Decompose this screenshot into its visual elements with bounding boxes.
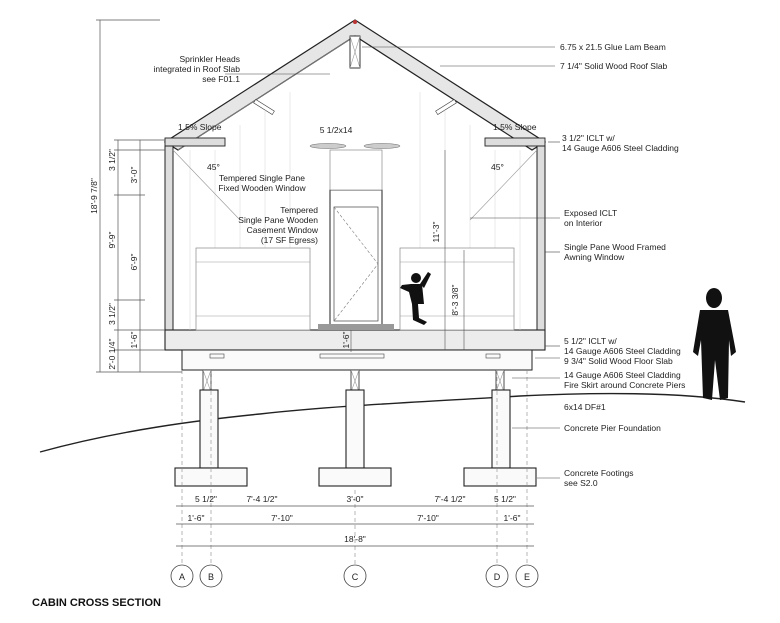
dim-b1-2: 3'-0": [346, 494, 364, 504]
dim-8-3-3-8: 8'-3 3/8": [450, 284, 460, 316]
casement-window-label-4: (17 SF Egress): [260, 235, 318, 245]
callout-exposed-iclt-1: Exposed ICLT: [564, 208, 618, 218]
dim-6-9: 6'-9": [129, 253, 139, 271]
dim-b2-0: 1'-6": [187, 513, 205, 523]
floor-slab: [165, 330, 545, 350]
callout-exposed-iclt-2: on Interior: [564, 218, 603, 228]
callout-footings-2: see S2.0: [564, 478, 598, 488]
dim-3-0: 3'-0": [129, 166, 139, 184]
man-silhouette: [693, 288, 736, 400]
casement-window-label-2: Single Pane Wooden: [238, 215, 318, 225]
callout-iclt-roof-1: 3 1/2" ICLT w/: [562, 133, 615, 143]
dim-11-3: 11'-3": [431, 221, 441, 243]
grid-label-d: D: [493, 572, 501, 582]
callout-roof-slab: 7 1/4" Solid Wood Roof Slab: [560, 61, 668, 71]
slope-right: 1.5% Slope: [493, 122, 537, 132]
angle-right: 45°: [491, 162, 504, 172]
dim-b1-4: 5 1/2": [494, 494, 516, 504]
dim-b3-0: 18'-8": [344, 534, 366, 544]
callout-pier-foundation: Concrete Pier Foundation: [564, 423, 661, 433]
dim-b1-0: 5 1/2": [195, 494, 217, 504]
dim-b1-1: 7'-4 1/2": [246, 494, 278, 504]
slope-left: 1.5% Slope: [178, 122, 222, 132]
callout-footings-1: Concrete Footings: [564, 468, 634, 478]
casement-window-label-3: Casement Window: [246, 225, 318, 235]
pier-center: [346, 390, 364, 468]
foundation: [175, 370, 536, 486]
sprinkler-label-3: see F01.1: [202, 74, 240, 84]
callout-iclt-wall-1: 5 1/2" ICLT w/: [564, 336, 617, 346]
callout-awning-window-2: Awning Window: [564, 252, 625, 262]
dim-1-6-inner: 1'-6": [341, 331, 351, 349]
callout-awning-window-1: Single Pane Wood Framed: [564, 242, 666, 252]
grid-label-c: C: [351, 572, 359, 582]
sprinkler-label-2: integrated in Roof Slab: [153, 64, 240, 74]
callout-floor-slab: 9 3/4" Solid Wood Floor Slab: [564, 356, 673, 366]
fixed-window-label-1: Tempered Single Pane: [218, 173, 306, 183]
callout-beam-size: 6x14 DF#1: [564, 402, 606, 412]
dim-overall-height: 18'-9 7/8": [89, 178, 99, 214]
dim-b1-3: 7'-4 1/2": [434, 494, 466, 504]
grid-label-a: A: [178, 572, 186, 582]
fixed-window-label-2: Fixed Wooden Window: [218, 183, 306, 193]
dim-9-9: 9'-9": [107, 231, 117, 249]
callout-iclt-wall-2: 14 Gauge A606 Steel Cladding: [564, 346, 681, 356]
sprinkler-label-1: Sprinkler Heads: [179, 54, 240, 64]
callout-iclt-roof-2: 14 Gauge A606 Steel Cladding: [562, 143, 679, 153]
roof: [165, 20, 545, 150]
drawing-title: CABIN CROSS SECTION: [32, 597, 161, 609]
dim-beam-size: 5 1/2x14: [319, 125, 353, 135]
dim-3-1-2-top: 3 1/2": [107, 149, 117, 171]
awning-window-left: [196, 248, 310, 330]
grid-label-b: B: [207, 572, 215, 582]
dim-2-0-1-4: 2'-0 1/4": [107, 338, 117, 370]
cabin-body: [165, 92, 545, 370]
grid-label-e: E: [523, 572, 531, 582]
dim-b2-2: 7'-10": [417, 513, 439, 523]
pier-left: [200, 390, 218, 468]
dim-b2-1: 7'-10": [271, 513, 293, 523]
callout-fire-skirt-2: Fire Skirt around Concrete Piers: [564, 380, 686, 390]
callout-fire-skirt-1: 14 Gauge A606 Steel Cladding: [564, 370, 681, 380]
dim-b2-3: 1'-6": [503, 513, 521, 523]
dim-3-1-2-bottom: 3 1/2": [107, 303, 117, 325]
footing-center: [319, 468, 391, 486]
callout-glue-lam-beam: 6.75 x 21.5 Glue Lam Beam: [560, 42, 666, 52]
pier-right: [492, 390, 510, 468]
angle-left: 45°: [207, 162, 220, 172]
dim-1-6-left: 1'-6": [129, 331, 139, 349]
casement-window-label-1: Tempered: [280, 205, 318, 215]
footing-right: [464, 468, 536, 486]
